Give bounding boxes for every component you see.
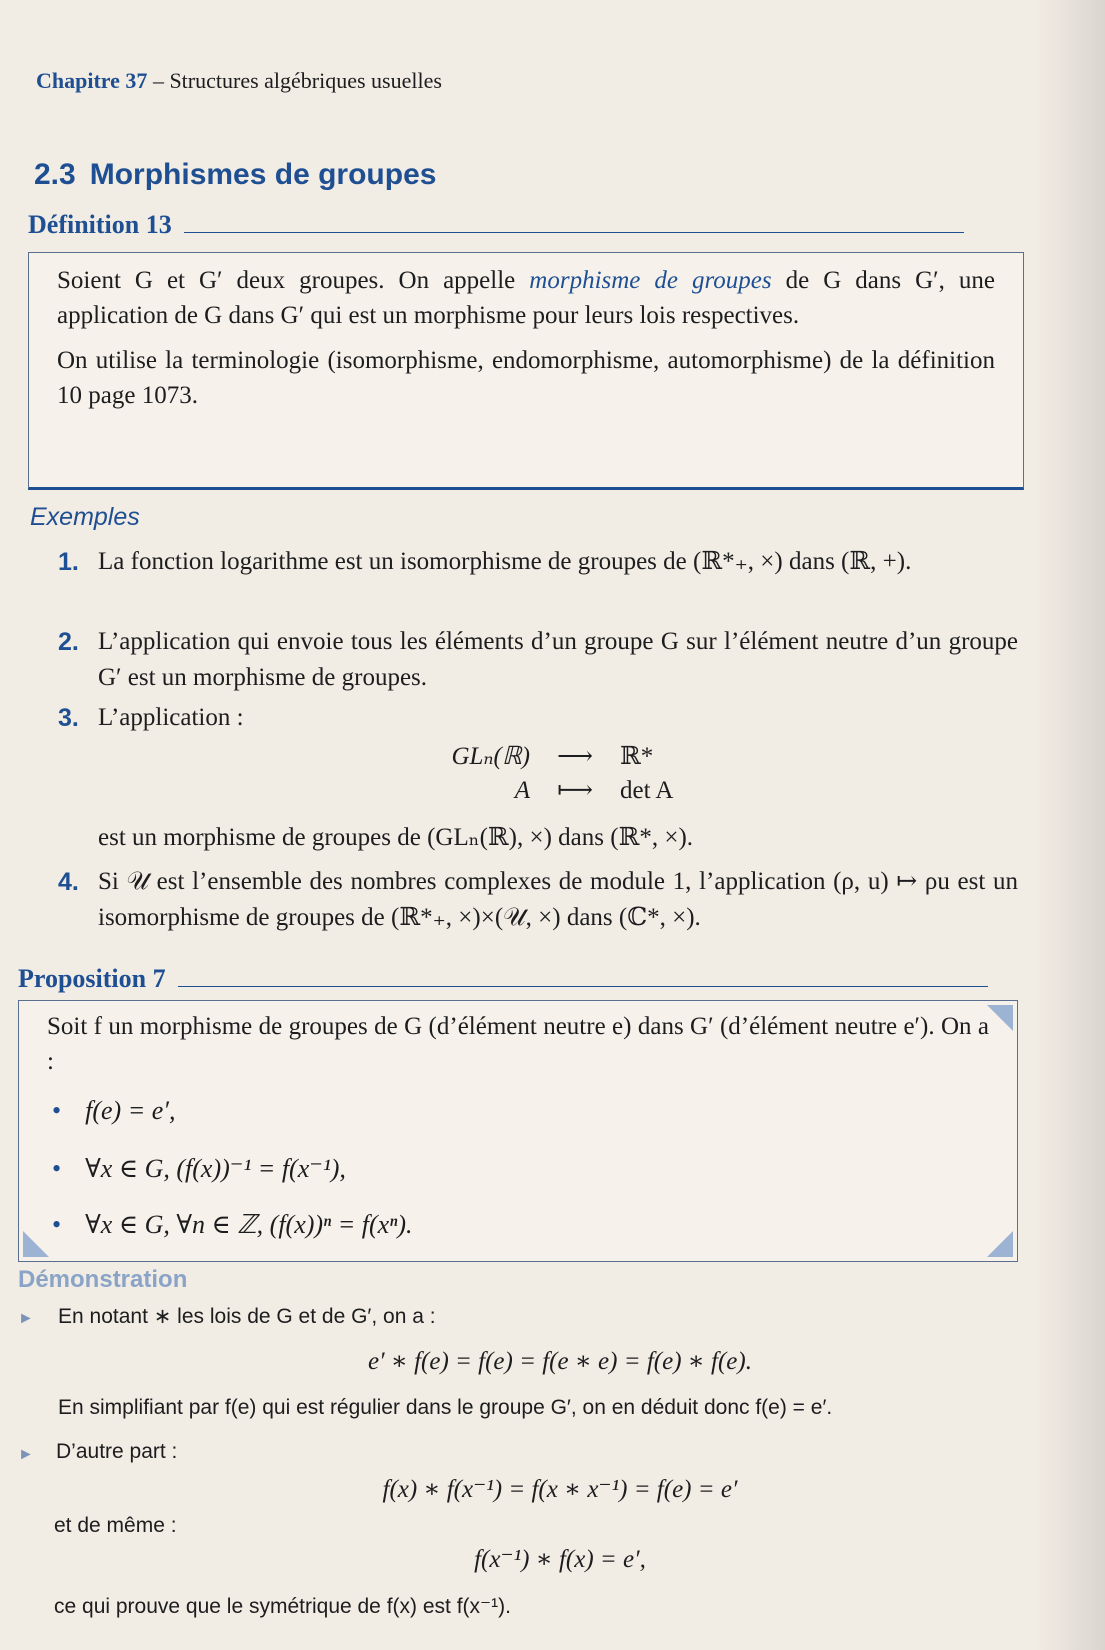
equation-2: f(x) ∗ f(x⁻¹) = f(x ∗ x⁻¹) = f(e) = e′ xyxy=(382,1476,738,1503)
demonstration-label: Démonstration xyxy=(18,1266,188,1293)
example-item-3-continued xyxy=(58,820,1018,856)
definition-paragraph-2: On utilise la terminologie (isomorphisme, endomorphisme, automorphisme) de la définition 10 page 1073. xyxy=(57,347,995,409)
proposition-label-text: Proposition 7 xyxy=(18,964,166,993)
map-row-1 xyxy=(380,740,740,774)
demonstration-line-2: En simplifiant par f(e) qui est régulier dans le groupe G′, on en déduit donc f(e) = e′. xyxy=(58,1396,833,1419)
section-heading: Morphismes de groupes xyxy=(89,158,437,191)
bullet-text: ∀x ∈ G, ∀n ∈ ℤ, (f(x))ⁿ = f(xⁿ). xyxy=(85,1210,413,1239)
section-number: 2.3 xyxy=(34,158,76,191)
examples-label: Exemples xyxy=(30,503,140,531)
demonstration-line-1: En notant ∗ les lois de G et de G′, on a : xyxy=(58,1305,436,1328)
proposition-intro: Soit f un morphisme de groupes de G (d’élément neutre e) dans G′ (d’élément neutre e′). On a : xyxy=(47,1013,989,1075)
map-codomain: ℝ* xyxy=(620,743,654,770)
map-domain: GLₙ(ℝ) xyxy=(451,743,530,770)
example-text: L’application qui envoie tous les éléments d’un groupe G sur l’élément neutre d’un groupe G′ est un morphisme de groupes. xyxy=(98,628,1018,691)
definition-text-end: de G dans G′, une application de G dans G′ qui est un morphisme pour leurs lois respectives. xyxy=(57,267,995,329)
definition-text-start: Soient G et G′ deux groupes. On appelle xyxy=(57,267,516,294)
proposition-bullet-3 xyxy=(52,1210,413,1240)
bullet-text: f(e) = e′, xyxy=(85,1096,176,1125)
proposition-rule xyxy=(178,986,988,987)
definition-box xyxy=(28,252,1024,490)
definition-rule xyxy=(184,232,964,233)
example-number: 3. xyxy=(58,704,79,732)
header-separator: – xyxy=(147,68,170,93)
map-arrow: ⟶ xyxy=(557,743,593,770)
equation-3: f(x⁻¹) ∗ f(x) = e′, xyxy=(474,1546,646,1573)
chapter-title: Structures algébriques usuelles xyxy=(169,68,442,93)
example-item-2 xyxy=(58,624,1018,696)
example-item-1 xyxy=(58,544,1018,580)
proposition-label xyxy=(18,964,988,994)
corner-ornament-icon xyxy=(23,1231,49,1257)
example-text: La fonction logarithme est un isomorphisme de groupes de (ℝ*₊, ×) dans (ℝ, +). xyxy=(98,548,912,575)
chapter-number: Chapitre 37 xyxy=(36,68,148,93)
bullet-dot-icon: • xyxy=(52,1154,62,1183)
map-display xyxy=(380,740,740,808)
definition-label-text: Définition 13 xyxy=(28,210,172,239)
demonstration-line-5: ce qui prouve que le symétrique de f(x) est f(x⁻¹). xyxy=(54,1595,511,1618)
demonstration-line-4: et de même : xyxy=(54,1514,177,1537)
definition-paragraph-1 xyxy=(57,263,995,333)
bullet-dot-icon: • xyxy=(52,1210,62,1239)
corner-ornament-icon xyxy=(987,1005,1013,1031)
running-header xyxy=(36,68,442,94)
page-edge-shadow xyxy=(1035,0,1105,1650)
definition-term: morphisme de groupes xyxy=(529,267,772,294)
map-image: det A xyxy=(620,777,674,804)
example-number: 2. xyxy=(58,628,79,656)
section-title xyxy=(34,158,436,192)
triangle-arrow-icon: ► xyxy=(18,1446,34,1463)
demonstration-line-3: D’autre part : xyxy=(56,1440,178,1463)
bullet-text: ∀x ∈ G, (f(x))⁻¹ = f(x⁻¹), xyxy=(85,1154,346,1183)
proposition-bullet-2 xyxy=(52,1154,346,1184)
definition-label xyxy=(28,210,964,240)
bullet-dot-icon: • xyxy=(52,1096,62,1125)
proposition-bullet-1 xyxy=(52,1096,175,1126)
corner-ornament-icon xyxy=(987,1231,1013,1257)
example-item-4 xyxy=(58,864,1018,936)
example-text: est un morphisme de groupes de (GLₙ(ℝ), ×) dans (ℝ*, ×). xyxy=(98,824,694,851)
example-number: 1. xyxy=(58,548,79,576)
example-number: 4. xyxy=(58,868,79,896)
map-element: A xyxy=(514,777,530,804)
equation-1: e′ ∗ f(e) = f(e) = f(e ∗ e) = f(e) ∗ f(e). xyxy=(368,1348,752,1375)
triangle-arrow-icon: ► xyxy=(18,1310,34,1327)
example-text: Si 𝒰 est l’ensemble des nombres complexes de module 1, l’application (ρ, u) ↦ ρu est un isomorphisme de groupes de (ℝ*₊, ×)×(𝒰, ×) dans (ℂ*, ×). xyxy=(98,868,1018,931)
example-text: L’application : xyxy=(98,704,244,731)
map-row-2 xyxy=(380,774,740,808)
example-item-3 xyxy=(58,700,1018,736)
map-mapsto: ⟼ xyxy=(557,777,593,804)
